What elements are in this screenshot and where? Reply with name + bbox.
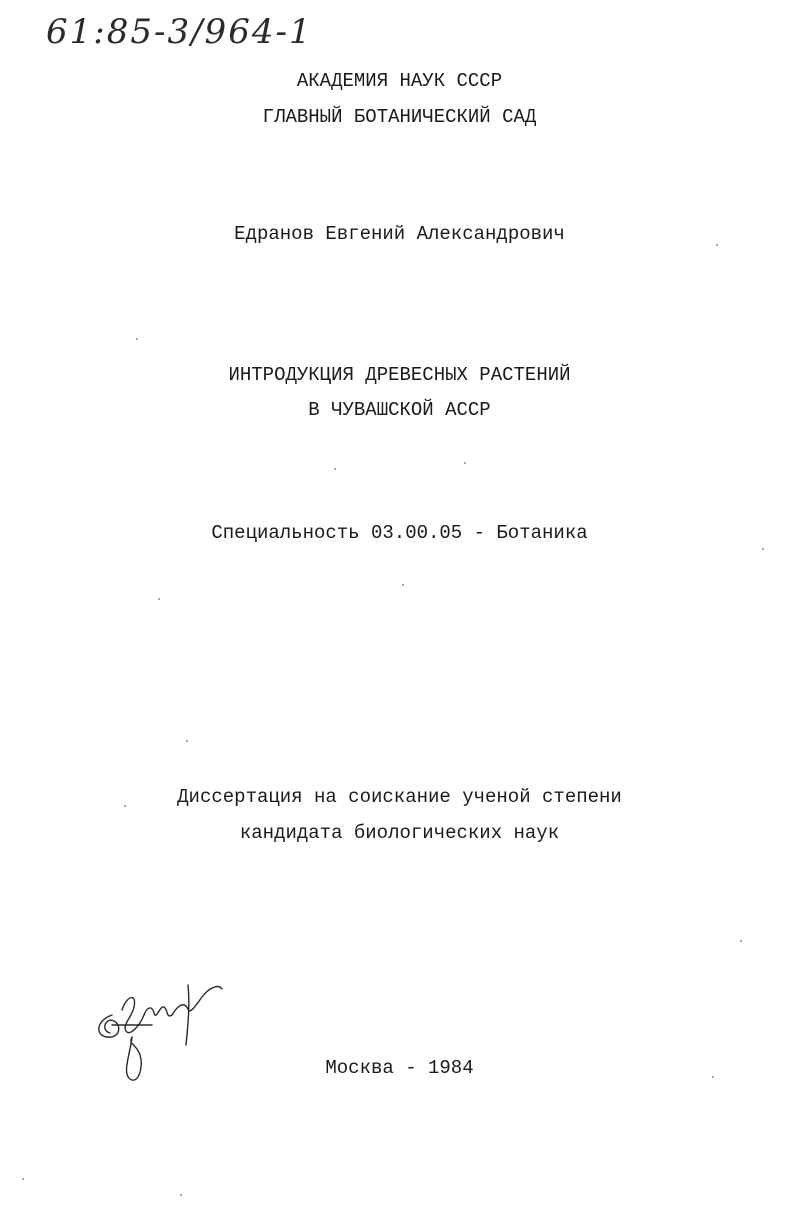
paper-speck bbox=[740, 940, 742, 942]
paper-speck bbox=[402, 584, 404, 586]
paper-speck bbox=[158, 598, 160, 600]
paper-speck bbox=[716, 244, 718, 246]
institution-name: АКАДЕМИЯ НАУК СССР bbox=[296, 70, 503, 92]
paper-speck bbox=[186, 740, 188, 742]
title-line-2: В ЧУВАШСКОЙ АССР bbox=[308, 399, 491, 421]
department-name: ГЛАВНЫЙ БОТАНИЧЕСКИЙ САД bbox=[262, 106, 537, 128]
specialty-line: Специальность 03.00.05 - Ботаника bbox=[211, 522, 588, 544]
paper-speck bbox=[334, 468, 336, 470]
archive-code-handwritten: 61:85-3/964-1 bbox=[46, 12, 313, 52]
paper-speck bbox=[712, 1076, 714, 1078]
degree-line-1: Диссертация на соискание ученой степени bbox=[177, 786, 622, 808]
paper-speck bbox=[762, 548, 764, 550]
author-signature bbox=[92, 975, 232, 1085]
place-year: Москва - 1984 bbox=[325, 1057, 474, 1079]
paper-speck bbox=[136, 338, 138, 340]
author-name: Едранов Евгений Александрович bbox=[234, 223, 565, 245]
paper-speck bbox=[124, 805, 126, 807]
degree-line-2: кандидата биологических наук bbox=[239, 822, 560, 844]
paper-speck bbox=[464, 462, 466, 464]
paper-speck bbox=[22, 1178, 24, 1180]
title-line-1: ИНТРОДУКЦИЯ ДРЕВЕСНЫХ РАСТЕНИЙ bbox=[228, 364, 571, 386]
paper-speck bbox=[180, 1194, 182, 1196]
